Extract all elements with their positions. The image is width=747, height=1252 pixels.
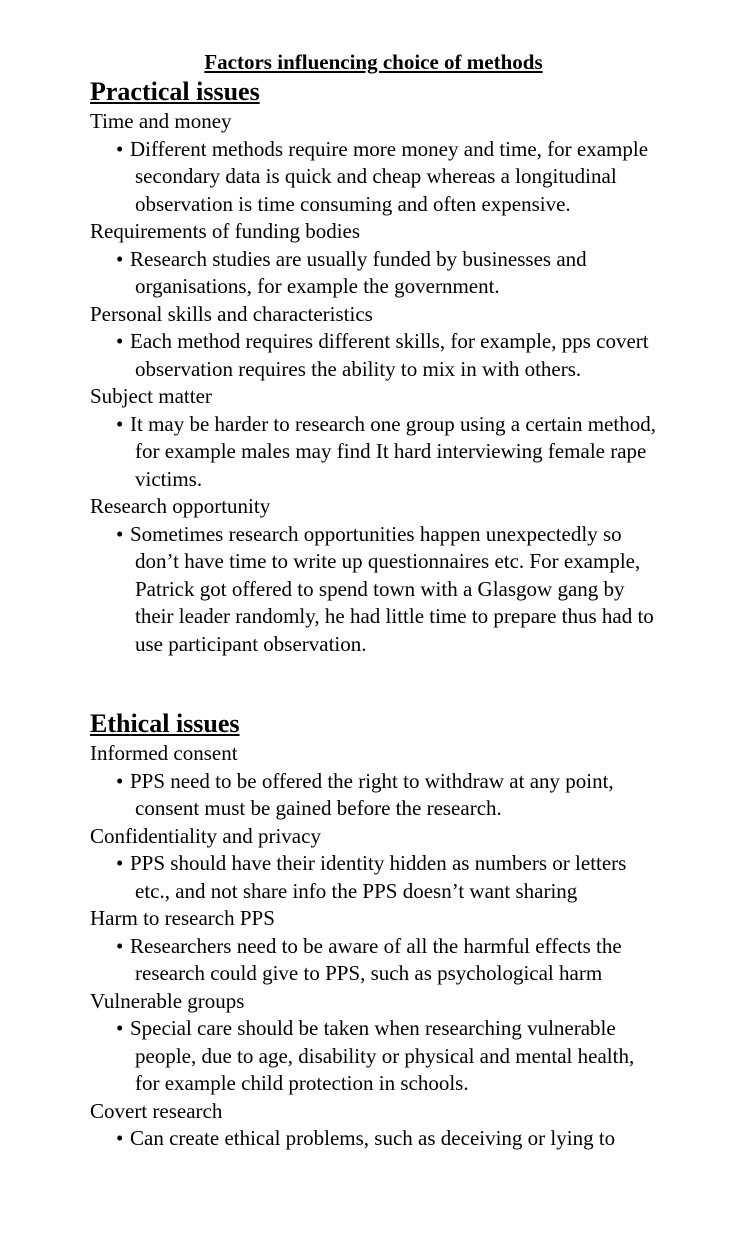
bullet-item (90, 246, 663, 301)
bullet-list (90, 411, 747, 494)
topic-research-opportunity (90, 493, 747, 658)
bullet-marker-icon: • (116, 411, 124, 436)
bullet-item (90, 136, 663, 219)
topic-funding-bodies (90, 218, 747, 301)
bullet-list (90, 768, 747, 823)
bullet-marker-icon: • (116, 136, 124, 161)
bullet-list (90, 521, 747, 659)
bullet-text: Different methods require more money and time, for example secondary data is quick and cheap whereas a longitudinal observation is time consuming and often expensive. (130, 136, 649, 216)
topic-label: Harm to research PPS (90, 906, 275, 930)
bullet-text: Special care should be taken when researching vulnerable people, due to age, disability or physical and mental health, for example child protection in schools. (130, 1016, 635, 1095)
bullet-text: Researchers need to be aware of all the harmful effects the research could give to PPS, such as psychological harm (130, 933, 622, 985)
section-ethical-issues (90, 707, 747, 1153)
section-heading-ethical: Ethical issues (90, 709, 240, 738)
bullet-list (90, 933, 747, 988)
bullet-list (90, 1125, 747, 1153)
bullet-marker-icon: • (116, 1126, 124, 1150)
topic-label: Requirements of funding bodies (90, 219, 361, 243)
bullet-list (90, 136, 747, 219)
topic-label: Confidentiality and privacy (90, 823, 321, 848)
bullet-item (90, 328, 663, 383)
section-heading-practical: Practical issues (90, 77, 260, 106)
bullet-list (90, 328, 747, 383)
bullet-text: Sometimes research opportunities happen unexpectedly so don’t have time to write up questionnaires etc. For example, Patrick got offered to spend town with a Glasgow gang by their leader randomly, he had little time to prepare thus had to use participant observation. (130, 521, 654, 656)
topic-informed-consent (90, 740, 747, 823)
topic-label: Informed consent (90, 741, 238, 765)
topic-time-and-money (90, 108, 747, 218)
bullet-text: PPS need to be offered the right to withdraw at any point, consent must be gained before the research. (130, 768, 614, 820)
bullet-text: Research studies are usually funded by businesses and organisations, for example the government. (130, 246, 587, 298)
bullet-list (90, 246, 747, 301)
bullet-marker-icon: • (116, 1016, 124, 1040)
topic-harm-to-pps (90, 905, 747, 988)
bullet-item (90, 933, 663, 988)
bullet-marker-icon: • (116, 768, 124, 793)
topic-label: Vulnerable groups (90, 988, 245, 1013)
bullet-item (90, 1125, 663, 1153)
topic-label: Subject matter (90, 384, 212, 408)
topic-label: Time and money (90, 109, 232, 133)
bullet-text: Can create ethical problems, such as deceiving or lying to (130, 1126, 616, 1150)
bullet-text: PPS should have their identity hidden as numbers or letters etc., and not share info the PPS doesn’t want sharing (130, 851, 627, 903)
topic-subject-matter (90, 383, 747, 493)
bullet-item (90, 850, 663, 905)
section-practical-issues (90, 75, 747, 658)
topic-label: Personal skills and characteristics (90, 301, 373, 326)
page-title: Factors influencing choice of methods (204, 50, 543, 74)
topic-label: Research opportunity (90, 494, 271, 518)
bullet-marker-icon: • (116, 521, 124, 546)
bullet-marker-icon: • (116, 933, 124, 958)
document-content (90, 75, 747, 1153)
topic-personal-skills (90, 301, 747, 384)
topic-confidentiality-privacy (90, 823, 747, 906)
bullet-text: Each method requires different skills, for example, pps covert observation requires the ability to mix in with others. (130, 329, 649, 381)
bullet-text: It may be harder to research one group using a certain method, for example males may find It hard interviewing female rape victims. (130, 411, 656, 491)
bullet-marker-icon: • (116, 329, 124, 353)
bullet-list (90, 1015, 747, 1098)
bullet-marker-icon: • (116, 246, 124, 271)
bullet-item (90, 768, 663, 823)
bullet-item (90, 1015, 663, 1098)
topic-vulnerable-groups (90, 988, 747, 1098)
topic-label: Covert research (90, 1098, 223, 1123)
bullet-item (90, 411, 663, 494)
bullet-list (90, 850, 747, 905)
topic-covert-research (90, 1098, 747, 1153)
bullet-marker-icon: • (116, 851, 124, 875)
bullet-item (90, 521, 663, 659)
